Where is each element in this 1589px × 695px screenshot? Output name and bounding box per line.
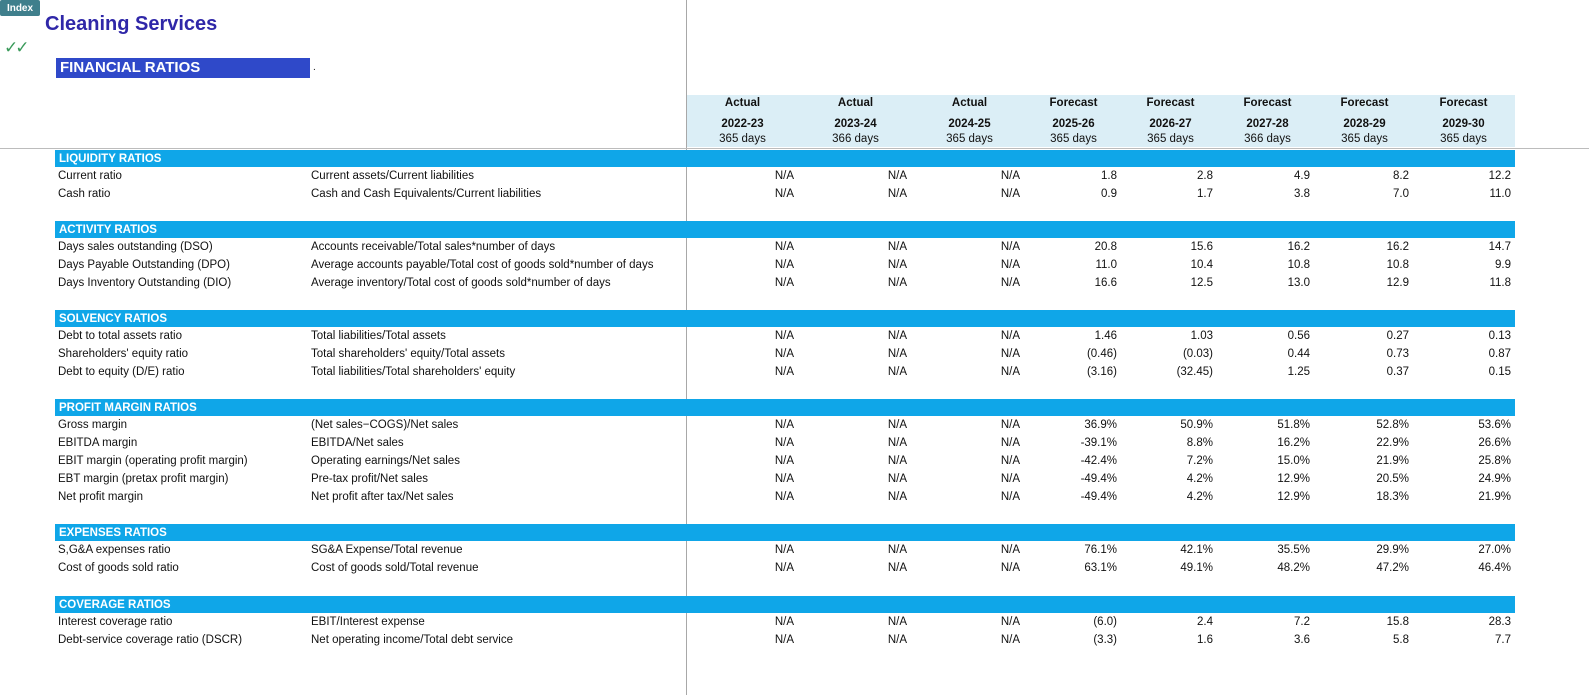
value-cell[interactable]: N/A	[774, 562, 794, 574]
value-cell[interactable]: N/A	[1000, 241, 1020, 253]
value-cell[interactable]: -42.4%	[1080, 455, 1117, 467]
value-cell[interactable]: 12.5	[1190, 277, 1213, 289]
column-header-days: 365 days	[1147, 133, 1194, 145]
value-cell[interactable]: N/A	[887, 277, 907, 289]
value-cell[interactable]: N/A	[774, 616, 794, 628]
ratio-name[interactable]: Debt to total assets ratio	[58, 330, 183, 342]
ratio-name[interactable]: Cost of goods sold ratio	[58, 562, 179, 574]
column-header-days: 365 days	[946, 133, 993, 145]
value-cell[interactable]: 10.8	[1386, 259, 1409, 271]
table-row	[0, 238, 1589, 256]
value-cell[interactable]: 53.6%	[1478, 419, 1511, 431]
ratio-formula[interactable]: Total liabilities/Total assets	[311, 330, 446, 342]
table-row	[0, 613, 1589, 631]
value-cell[interactable]: 15.0%	[1277, 455, 1310, 467]
table-row	[0, 327, 1589, 345]
column-header-year: 2023-24	[834, 118, 877, 130]
value-cell[interactable]: 0.15	[1488, 366, 1511, 378]
value-cell[interactable]: N/A	[774, 455, 794, 467]
value-cell[interactable]: N/A	[887, 170, 907, 182]
value-cell[interactable]: N/A	[887, 491, 907, 503]
value-cell[interactable]: N/A	[1000, 419, 1020, 431]
value-cell[interactable]: N/A	[1000, 259, 1020, 271]
column-header-type: Actual	[951, 97, 988, 109]
ratio-name[interactable]: Days sales outstanding (DSO)	[58, 241, 213, 253]
ratio-name[interactable]: EBIT margin (operating profit margin)	[58, 455, 248, 467]
table-row	[0, 559, 1589, 577]
value-cell[interactable]: 18.3%	[1376, 491, 1409, 503]
value-cell[interactable]: (3.3)	[1093, 634, 1117, 646]
column-header	[921, 95, 1018, 148]
value-cell[interactable]: N/A	[774, 241, 794, 253]
table-row	[0, 452, 1589, 470]
ratio-formula[interactable]: (Net sales−COGS)/Net sales	[311, 419, 459, 431]
ratio-name[interactable]: Current ratio	[58, 170, 122, 182]
value-cell[interactable]: 49.1%	[1180, 562, 1213, 574]
value-cell[interactable]: N/A	[1000, 455, 1020, 467]
value-cell[interactable]: 7.2%	[1186, 455, 1213, 467]
value-cell[interactable]: 28.3	[1488, 616, 1511, 628]
value-cell[interactable]: N/A	[887, 366, 907, 378]
value-cell[interactable]: N/A	[1000, 562, 1020, 574]
value-cell[interactable]: -39.1%	[1080, 437, 1117, 449]
value-cell[interactable]: 2.8	[1197, 170, 1213, 182]
value-cell[interactable]: 0.73	[1386, 348, 1409, 360]
column-header-days: 365 days	[1341, 133, 1388, 145]
value-cell[interactable]: 12.9%	[1277, 491, 1310, 503]
group-header: LIQUIDITY RATIOS	[55, 150, 1515, 167]
ratio-name[interactable]: Debt to equity (D/E) ratio	[58, 366, 185, 378]
section-title: FINANCIAL RATIOS	[56, 58, 310, 78]
ratio-name[interactable]: Days Inventory Outstanding (DIO)	[58, 277, 232, 289]
value-cell[interactable]: 7.7	[1495, 634, 1511, 646]
value-cell[interactable]: 3.8	[1294, 188, 1310, 200]
ratio-name[interactable]: Shareholders' equity ratio	[58, 348, 189, 360]
ratio-formula[interactable]: EBITDA/Net sales	[311, 437, 404, 449]
value-cell[interactable]: 21.9%	[1376, 455, 1409, 467]
value-cell[interactable]: 1.25	[1287, 366, 1310, 378]
ratio-name[interactable]: Days Payable Outstanding (DPO)	[58, 259, 230, 271]
column-header-type: Actual	[837, 97, 874, 109]
value-cell[interactable]: 11.0	[1095, 259, 1117, 271]
value-cell[interactable]: N/A	[1000, 366, 1020, 378]
ratio-formula[interactable]: Average inventory/Total cost of goods sold*number of days	[311, 277, 611, 289]
ratio-formula[interactable]: Operating earnings/Net sales	[311, 455, 460, 467]
app-title: Cleaning Services	[45, 13, 218, 35]
value-cell[interactable]: N/A	[1000, 348, 1020, 360]
column-header-type: Forecast	[1439, 97, 1488, 109]
table-row	[0, 631, 1589, 649]
value-cell[interactable]: 46.4%	[1478, 562, 1511, 574]
value-cell[interactable]: 12.9%	[1277, 473, 1310, 485]
column-header-days: 366 days	[1244, 133, 1291, 145]
value-cell[interactable]: 0.56	[1287, 330, 1310, 342]
ratio-name[interactable]: Net profit margin	[58, 491, 144, 503]
group-header: EXPENSES RATIOS	[55, 524, 1515, 541]
value-cell[interactable]: 16.2	[1386, 241, 1409, 253]
value-cell[interactable]: 5.8	[1393, 634, 1409, 646]
value-cell[interactable]: 20.8	[1094, 241, 1117, 253]
value-cell[interactable]: 22.9%	[1376, 437, 1409, 449]
ratio-formula[interactable]: Average accounts payable/Total cost of goods sold*number of days	[311, 259, 654, 271]
value-cell[interactable]: 1.6	[1197, 634, 1213, 646]
ratio-name[interactable]: Gross margin	[58, 419, 128, 431]
table-row	[0, 185, 1589, 203]
value-cell[interactable]: N/A	[887, 562, 907, 574]
column-header	[1219, 95, 1316, 148]
group-header: PROFIT MARGIN RATIOS	[55, 399, 1515, 416]
value-cell[interactable]: N/A	[774, 419, 794, 431]
column-header-days: 365 days	[719, 133, 766, 145]
value-cell[interactable]: 20.5%	[1376, 473, 1409, 485]
column-header	[1316, 95, 1413, 148]
table-row	[0, 541, 1589, 559]
value-cell[interactable]: N/A	[774, 330, 794, 342]
column-header-year: 2024-25	[948, 118, 991, 130]
index-button[interactable]: Index	[0, 0, 40, 16]
value-cell[interactable]: N/A	[887, 330, 907, 342]
value-cell[interactable]: N/A	[1000, 473, 1020, 485]
value-cell[interactable]: -49.4%	[1080, 491, 1117, 503]
title-dot: .	[313, 62, 316, 73]
value-cell[interactable]: N/A	[887, 616, 907, 628]
value-cell[interactable]: N/A	[1000, 188, 1020, 200]
value-cell[interactable]: N/A	[774, 437, 794, 449]
double-check-icon: ✓✓	[4, 38, 27, 57]
ratio-name[interactable]: Debt-service coverage ratio (DSCR)	[58, 634, 243, 646]
ratio-formula[interactable]: EBIT/Interest expense	[311, 616, 425, 628]
value-cell[interactable]: 2.4	[1197, 616, 1213, 628]
value-cell[interactable]: N/A	[774, 366, 794, 378]
table-row	[0, 274, 1589, 292]
value-cell[interactable]: (6.0)	[1093, 616, 1117, 628]
value-cell[interactable]: 7.0	[1393, 188, 1409, 200]
table-row	[0, 488, 1589, 506]
ratio-name[interactable]: EBT margin (pretax profit margin)	[58, 473, 229, 485]
ratio-name[interactable]: Interest coverage ratio	[58, 616, 173, 628]
value-cell[interactable]: 1.8	[1101, 170, 1117, 182]
value-cell[interactable]: 48.2%	[1277, 562, 1310, 574]
value-cell[interactable]: 1.46	[1094, 330, 1117, 342]
ratio-formula[interactable]: Cash and Cash Equivalents/Current liabilities	[311, 188, 542, 200]
value-cell[interactable]: N/A	[887, 259, 907, 271]
value-cell[interactable]: 11.0	[1489, 188, 1511, 200]
value-cell[interactable]: 3.6	[1294, 634, 1310, 646]
value-cell[interactable]: N/A	[1000, 616, 1020, 628]
column-header-type: Forecast	[1146, 97, 1195, 109]
table-row	[0, 434, 1589, 452]
value-cell[interactable]: 10.4	[1190, 259, 1213, 271]
value-cell[interactable]: 52.8%	[1376, 419, 1409, 431]
column-header-year: 2028-29	[1343, 118, 1386, 130]
value-cell[interactable]: 11.8	[1489, 277, 1511, 289]
value-cell[interactable]: N/A	[887, 544, 907, 556]
value-cell[interactable]: 9.9	[1495, 259, 1511, 271]
ratio-formula[interactable]: Pre-tax profit/Net sales	[311, 473, 428, 485]
value-cell[interactable]: N/A	[1000, 544, 1020, 556]
column-header-type: Forecast	[1243, 97, 1292, 109]
value-cell[interactable]: 0.87	[1488, 348, 1511, 360]
table-row	[0, 167, 1589, 185]
column-header	[807, 95, 904, 148]
column-header-type: Actual	[724, 97, 761, 109]
value-cell[interactable]: N/A	[774, 259, 794, 271]
column-header	[1415, 95, 1512, 148]
value-cell[interactable]: 16.2%	[1277, 437, 1310, 449]
table-row	[0, 416, 1589, 434]
value-cell[interactable]: (3.16)	[1086, 366, 1117, 378]
value-cell[interactable]: 24.9%	[1478, 473, 1511, 485]
value-cell[interactable]: 50.9%	[1180, 419, 1213, 431]
value-cell[interactable]: 25.8%	[1478, 455, 1511, 467]
value-cell[interactable]: 4.2%	[1186, 473, 1213, 485]
column-header-year: 2026-27	[1149, 118, 1192, 130]
value-cell[interactable]: 0.27	[1386, 330, 1409, 342]
value-cell[interactable]: 29.9%	[1376, 544, 1409, 556]
ratio-formula[interactable]: Net operating income/Total debt service	[311, 634, 513, 646]
value-cell[interactable]: 51.8%	[1277, 419, 1310, 431]
value-cell[interactable]: N/A	[887, 634, 907, 646]
value-cell[interactable]: 0.44	[1287, 348, 1310, 360]
group-header: COVERAGE RATIOS	[55, 596, 1515, 613]
ratio-formula[interactable]: Total shareholders' equity/Total assets	[311, 348, 505, 360]
value-cell[interactable]: N/A	[1000, 170, 1020, 182]
value-cell[interactable]: 10.8	[1287, 259, 1310, 271]
table-row	[0, 256, 1589, 274]
value-cell[interactable]: 0.9	[1101, 188, 1117, 200]
value-cell[interactable]: 15.6	[1190, 241, 1213, 253]
value-cell[interactable]: 0.13	[1488, 330, 1511, 342]
value-cell[interactable]: 4.9	[1294, 170, 1310, 182]
value-cell[interactable]: N/A	[774, 348, 794, 360]
ratio-name[interactable]: Cash ratio	[58, 188, 111, 200]
ratio-formula[interactable]: Accounts receivable/Total sales*number of days	[311, 241, 556, 253]
value-cell[interactable]: 27.0%	[1478, 544, 1511, 556]
value-cell[interactable]: 12.2	[1488, 170, 1511, 182]
table-row	[0, 363, 1589, 381]
value-cell[interactable]: 8.8%	[1186, 437, 1213, 449]
value-cell[interactable]: N/A	[774, 188, 794, 200]
value-cell[interactable]: 1.03	[1190, 330, 1213, 342]
column-header-year: 2025-26	[1052, 118, 1095, 130]
ratio-formula[interactable]: Cost of goods sold/Total revenue	[311, 562, 479, 574]
table-row	[0, 345, 1589, 363]
column-header-year: 2022-23	[721, 118, 764, 130]
value-cell[interactable]: (0.03)	[1182, 348, 1213, 360]
ratio-name[interactable]: EBITDA margin	[58, 437, 138, 449]
value-cell[interactable]: 26.6%	[1478, 437, 1511, 449]
column-header-type: Forecast	[1340, 97, 1389, 109]
value-cell[interactable]: N/A	[774, 277, 794, 289]
ratio-formula[interactable]: SG&A Expense/Total revenue	[311, 544, 463, 556]
value-cell[interactable]: N/A	[1000, 634, 1020, 646]
value-cell[interactable]: N/A	[774, 473, 794, 485]
table-row	[0, 470, 1589, 488]
value-cell[interactable]: 63.1%	[1084, 562, 1117, 574]
value-cell[interactable]: 36.9%	[1084, 419, 1117, 431]
value-cell[interactable]: 4.2%	[1186, 491, 1213, 503]
value-cell[interactable]: N/A	[774, 634, 794, 646]
value-cell[interactable]: N/A	[774, 170, 794, 182]
ratio-name[interactable]: S,G&A expenses ratio	[58, 544, 171, 556]
value-cell[interactable]: 76.1%	[1084, 544, 1117, 556]
value-cell[interactable]: N/A	[887, 455, 907, 467]
value-cell[interactable]: N/A	[887, 473, 907, 485]
ratio-formula[interactable]: Total liabilities/Total shareholders' equity	[311, 366, 516, 378]
value-cell[interactable]: 0.37	[1386, 366, 1409, 378]
ratio-formula[interactable]: Current assets/Current liabilities	[311, 170, 474, 182]
value-cell[interactable]: N/A	[887, 188, 907, 200]
value-cell[interactable]: N/A	[1000, 437, 1020, 449]
column-header-type: Forecast	[1049, 97, 1098, 109]
value-cell[interactable]: (32.45)	[1176, 366, 1213, 378]
value-cell[interactable]: N/A	[1000, 330, 1020, 342]
value-cell[interactable]: 15.8	[1386, 616, 1409, 628]
column-header	[694, 95, 791, 148]
value-cell[interactable]: 21.9%	[1478, 491, 1511, 503]
value-cell[interactable]: N/A	[887, 241, 907, 253]
column-header	[1025, 95, 1122, 148]
value-cell[interactable]: 12.9	[1386, 277, 1409, 289]
column-header-days: 365 days	[1440, 133, 1487, 145]
ratio-formula[interactable]: Net profit after tax/Net sales	[311, 491, 454, 503]
group-header: ACTIVITY RATIOS	[55, 221, 1515, 238]
value-cell[interactable]: N/A	[887, 348, 907, 360]
value-cell[interactable]: 47.2%	[1376, 562, 1409, 574]
column-header-year: 2029-30	[1442, 118, 1485, 130]
header-divider	[0, 148, 1589, 149]
column-header	[1122, 95, 1219, 148]
value-cell[interactable]: N/A	[1000, 277, 1020, 289]
value-cell[interactable]: 7.2	[1294, 616, 1310, 628]
value-cell[interactable]: N/A	[774, 544, 794, 556]
column-header-days: 365 days	[1050, 133, 1097, 145]
value-cell[interactable]: -49.4%	[1080, 473, 1117, 485]
column-header-days: 366 days	[832, 133, 879, 145]
value-cell[interactable]: (0.46)	[1086, 348, 1117, 360]
value-cell[interactable]: 1.7	[1197, 188, 1213, 200]
value-cell[interactable]: 8.2	[1393, 170, 1409, 182]
value-cell[interactable]: N/A	[1000, 491, 1020, 503]
value-cell[interactable]: N/A	[774, 491, 794, 503]
value-cell[interactable]: N/A	[887, 437, 907, 449]
value-cell[interactable]: 16.6	[1094, 277, 1117, 289]
value-cell[interactable]: 16.2	[1287, 241, 1310, 253]
value-cell[interactable]: N/A	[887, 419, 907, 431]
column-header-year: 2027-28	[1246, 118, 1289, 130]
group-header: SOLVENCY RATIOS	[55, 310, 1515, 327]
value-cell[interactable]: 13.0	[1287, 277, 1310, 289]
value-cell[interactable]: 35.5%	[1277, 544, 1310, 556]
value-cell[interactable]: 42.1%	[1180, 544, 1213, 556]
value-cell[interactable]: 14.7	[1488, 241, 1511, 253]
